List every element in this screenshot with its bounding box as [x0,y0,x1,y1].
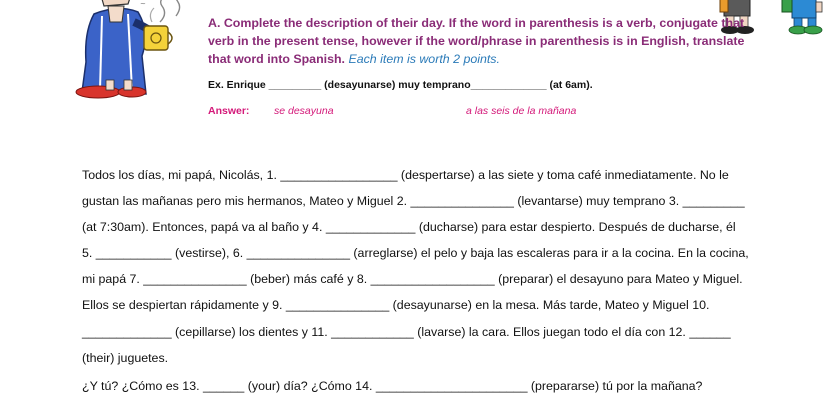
answer-first: se desayuna [274,105,334,117]
paragraph-line: gustan las mañanas pero mis hermanos, Mateo y Miguel 2. _______________ (levantarse) muy temprano 3. _________ [82,194,745,209]
man-with-coffee-mug-illustration [72,0,204,102]
final-question: ¿Y tú? ¿Cómo es 13. ______ (your) día? ¿Cómo 14. ______________________ (prepararse) tú por la mañana? [82,379,703,393]
paragraph-line: (at 7:30am). Entonces, papá va al baño y 4. _____________ (ducharse) para estar despierto. Después de ducharse, él [82,220,736,235]
svg-text:~: ~ [140,0,146,8]
instructions-text [208,14,748,68]
answer-second: a las seis de la mañana [466,105,577,117]
paragraph-line: Todos los días, mi papá, Nicolás, 1. _________________ (despertarse) a las siete y toma café inmediatamente. No le [82,168,729,182]
instructions-main: A. Complete the description of their day. If the word in parenthesis is a verb, conjugate that verb in the present tense, however if the word/phrase in parenthesis is in English, translate that word into Spanish. [208,16,745,66]
paragraph-line: (their) juguetes. [82,350,169,365]
paragraph-line: mi papá 7. _______________ (beber) más café y 8. __________________ (preparar) el desayuno para Mateo y Miguel. [82,272,743,287]
paragraph-line: _____________ (cepillarse) los dientes y 11. ____________ (lavarse) la cara. Ellos juegan todo el día con 12. ______ [82,324,731,339]
example-sentence: Ex. Enrique _________ (desayunarse) muy temprano_____________ (at 6am). [208,79,593,91]
paragraph-line: Ellos se despiertan rápidamente y 9. _______________ (desayunarse) en la mesa. Más tarde, Mateo y Miguel 10. [82,298,710,313]
points-note: Each item is worth 2 points. [348,52,500,66]
story-paragraph [82,162,798,371]
answer-label: Answer: [208,105,250,117]
paragraph-line: 5. ___________ (vestirse), 6. _______________ (arreglarse) el pelo y baja las escaleras para ir a la cocina. En la cocina, [82,246,749,261]
example-answer [208,105,577,117]
